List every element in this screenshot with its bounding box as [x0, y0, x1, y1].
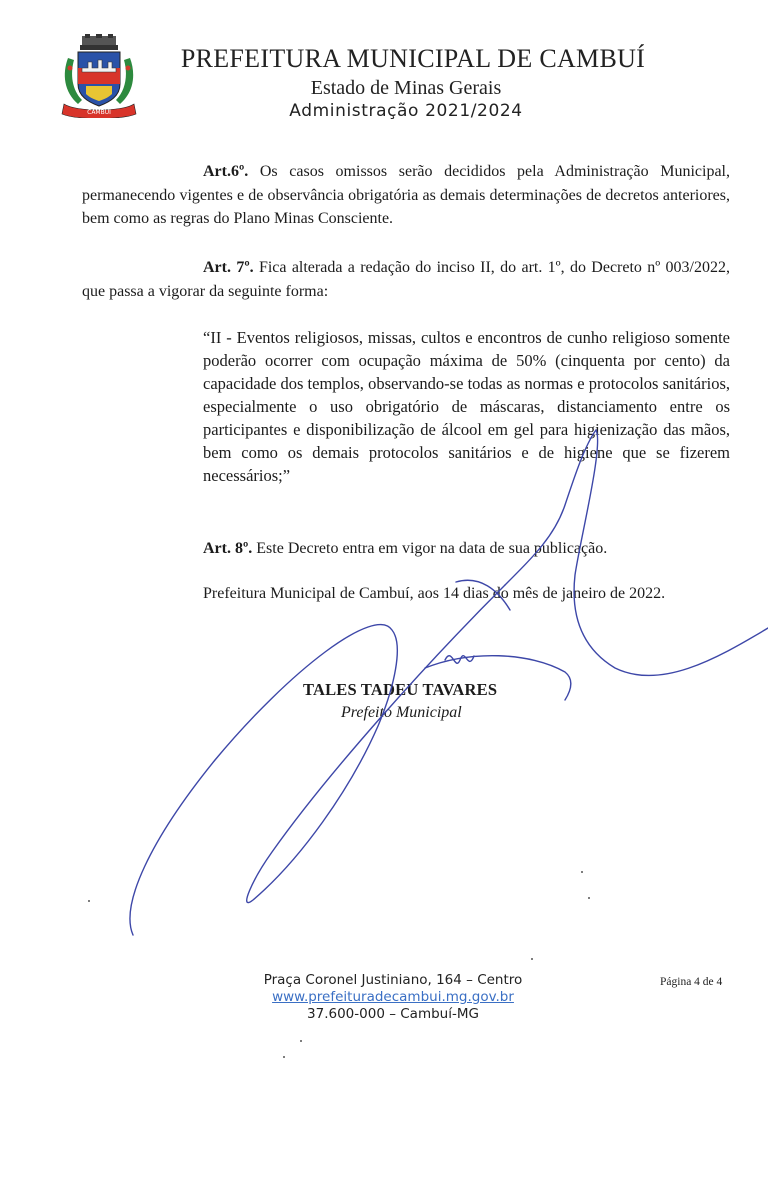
- signatory-role: Prefeito Municipal: [341, 704, 462, 721]
- state-subtitle: Estado de Minas Gerais: [310, 77, 502, 99]
- website-link[interactable]: www.prefeituradecambui.mg.gov.br: [272, 989, 514, 1005]
- article-7-text: Fica alterada a redação do inciso II, do art. 1º, do Decreto nº 003/2022, que passa a vigorar da seguinte forma:: [82, 259, 731, 300]
- scan-speck: [581, 871, 583, 873]
- article-7: [82, 256, 730, 303]
- page-number: Página 4 de 4: [660, 976, 723, 988]
- footer-address: Praça Coronel Justiniano, 164 – Centro: [263, 972, 523, 988]
- quoted-inciso: “II - Eventos religiosos, missas, cultos e encontros de cunho religioso somente poderão ocorrer com ocupação máxima de 50% (cinquenta por cento) da capacidade dos templos, observando-se todas as normas e protocolos sanitários, especialmente o uso obrigatório de máscaras, distanciamento entre os participantes e disponibilização de álcool em gel para higienização das mãos, bem como os demais protocolos sanitários e de higiene que se fizerem necessários;”: [203, 328, 730, 485]
- scan-speck: [88, 900, 90, 902]
- scan-speck: [588, 897, 590, 899]
- scan-speck: [531, 958, 533, 960]
- administration-subtitle: Administração 2021/2024: [289, 101, 523, 121]
- coat-of-arms-icon: [56, 34, 142, 118]
- article-7-label: Art. 7º.: [203, 259, 254, 276]
- article-6-text: Os casos omissos serão decididos pela Administração Municipal, permanecendo vigentes e de observância obrigatória as demais determinações de decretos anteriores, bem como as regras do Plano Minas Consciente.: [82, 163, 730, 227]
- scan-speck: [283, 1056, 285, 1058]
- article-6-label: Art.6º.: [203, 163, 249, 180]
- footer-postal: 37.600-000 – Cambuí-MG: [307, 1006, 479, 1022]
- article-6: [82, 160, 730, 231]
- article-8: [203, 540, 607, 558]
- article-8-label: Art. 8º.: [203, 540, 253, 557]
- signatory-name: TALES TADEU TAVARES: [303, 680, 498, 699]
- date-line: Prefeitura Municipal de Cambuí, aos 14 dias do mês de janeiro de 2022.: [203, 585, 666, 602]
- crest-ribbon-text: CAMBUÍ: [87, 109, 111, 116]
- article-8-text: Este Decreto entra em vigor na data de sua publicação.: [252, 540, 608, 557]
- page-title: PREFEITURA MUNICIPAL DE CAMBUÍ: [180, 44, 646, 73]
- scan-speck: [300, 1040, 302, 1042]
- footer-website: [240, 989, 546, 1005]
